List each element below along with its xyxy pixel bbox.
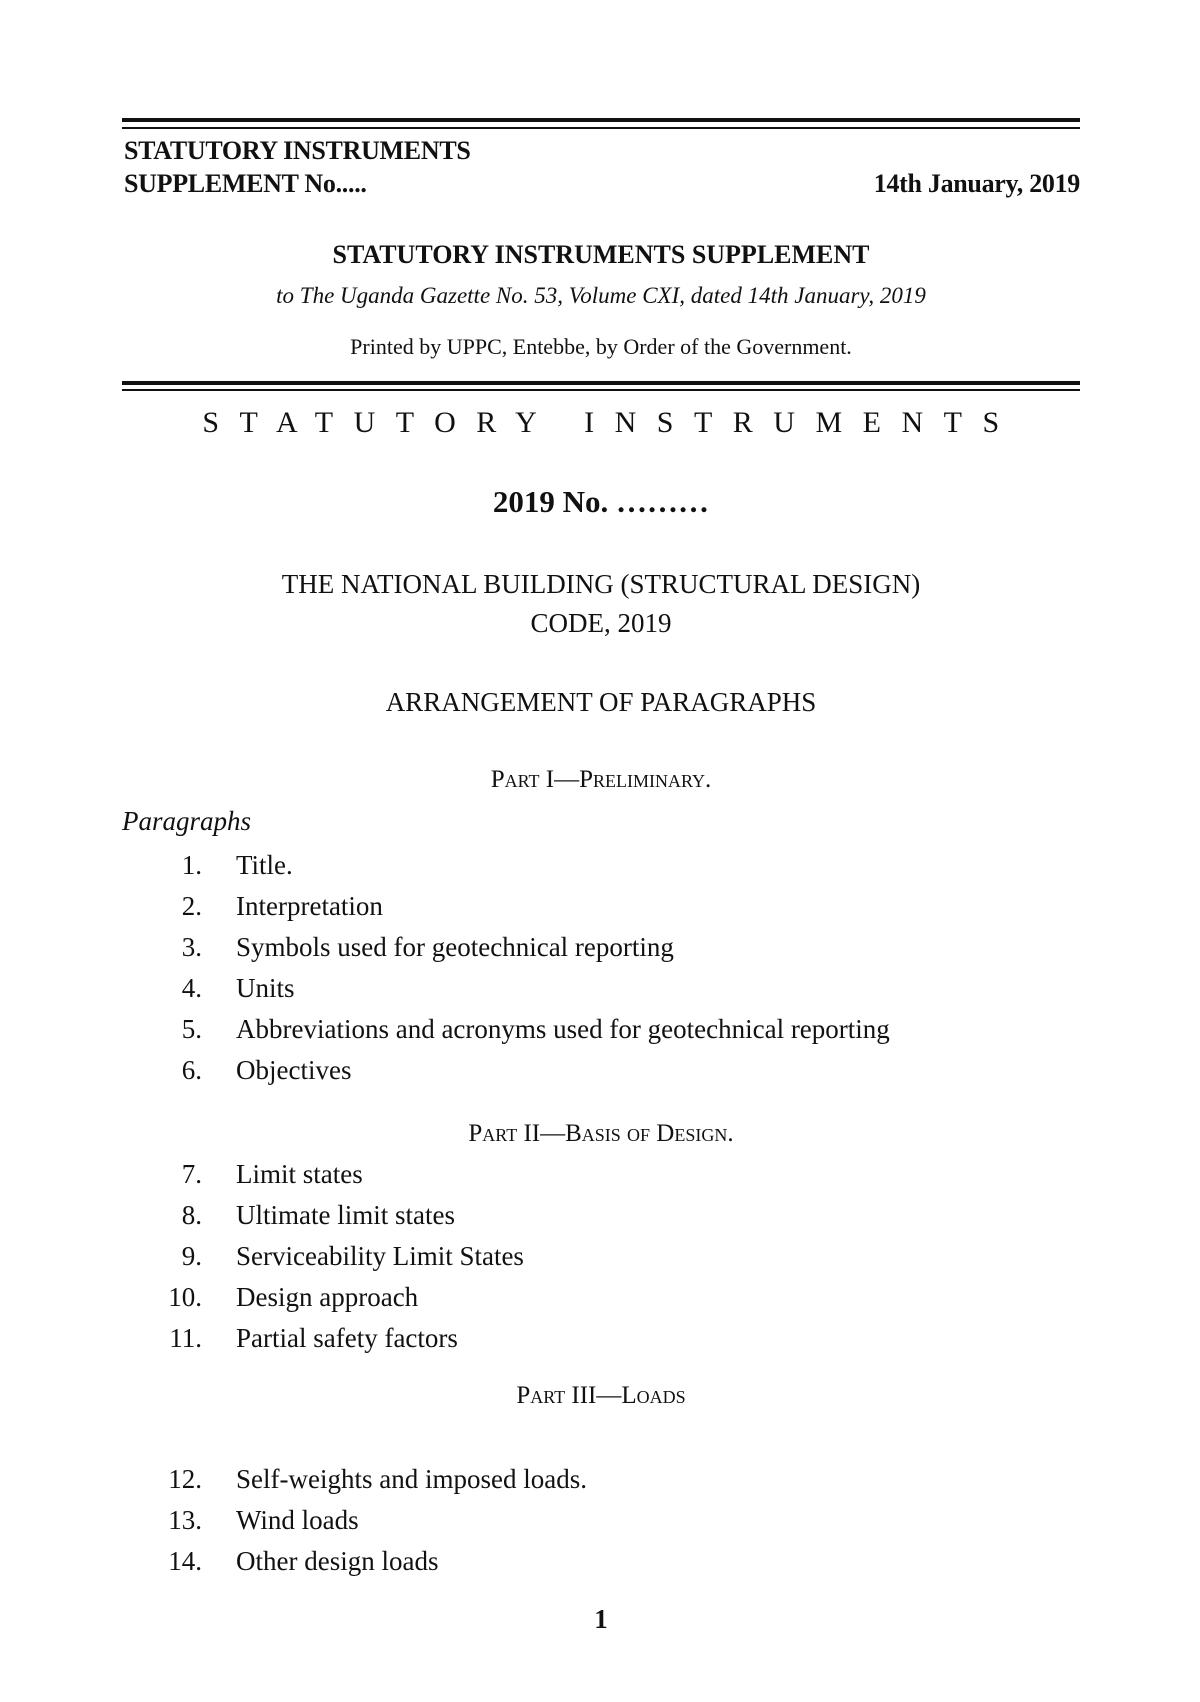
mid-rule-thin xyxy=(122,389,1080,391)
item-text: Self-weights and imposed loads. xyxy=(236,1464,587,1494)
act-title-line-1: THE NATIONAL BUILDING (STRUCTURAL DESIGN) xyxy=(281,569,921,599)
item-number: 6. xyxy=(181,1055,202,1085)
item-text: Other design loads xyxy=(236,1546,439,1576)
item-text: Wind loads xyxy=(236,1505,359,1535)
part-heading: Part II—Basis of Design. xyxy=(468,1120,734,1147)
item-number: 8. xyxy=(181,1200,202,1230)
list-item xyxy=(122,1241,1080,1277)
list-item xyxy=(122,1323,1080,1359)
item-number: 1. xyxy=(181,850,202,880)
top-rule-thin xyxy=(122,127,1080,129)
item-number: 10. xyxy=(168,1282,202,1312)
series-title: STATUTORY INSTRUMENTS xyxy=(202,406,1020,439)
item-number: 5. xyxy=(181,1014,202,1044)
printed-by: Printed by UPPC, Entebbe, by Order of the Government. xyxy=(350,334,852,359)
gazette-title: STATUTORY INSTRUMENTS SUPPLEMENT xyxy=(332,240,870,269)
year-number: 2019 No. ……… xyxy=(492,484,710,519)
arrangement-heading: ARRANGEMENT OF PARAGRAPHS xyxy=(385,687,817,717)
header-date: 14th January, 2019 xyxy=(873,169,1080,198)
paragraphs-label: Paragraphs xyxy=(122,806,252,836)
part-heading: Part III—Loads xyxy=(516,1382,686,1409)
list-item xyxy=(122,973,1080,1009)
list-item xyxy=(122,1546,1080,1582)
item-text: Objectives xyxy=(236,1055,352,1085)
item-text: Title. xyxy=(236,850,293,880)
item-number: 2. xyxy=(181,891,202,921)
item-text: Ultimate limit states xyxy=(236,1200,455,1230)
list-item xyxy=(122,850,1080,886)
item-text: Partial safety factors xyxy=(236,1323,458,1353)
item-number: 13. xyxy=(168,1505,202,1535)
list-item xyxy=(122,891,1080,927)
part-heading: Part I—Preliminary. xyxy=(490,766,712,793)
page-number: 1 xyxy=(594,1604,608,1634)
item-number: 12. xyxy=(168,1464,202,1494)
mid-rule-thick xyxy=(122,381,1080,385)
header-line-1: STATUTORY INSTRUMENTS xyxy=(124,136,471,165)
item-number: 9. xyxy=(181,1241,202,1271)
item-number: 3. xyxy=(181,932,202,962)
item-number: 4. xyxy=(181,973,202,1003)
item-text: Symbols used for geotechnical reporting xyxy=(236,932,674,962)
list-item xyxy=(122,1282,1080,1318)
item-number: 14. xyxy=(168,1546,202,1576)
item-text: Serviceability Limit States xyxy=(236,1241,524,1271)
top-rule-thick xyxy=(122,118,1080,122)
item-text: Interpretation xyxy=(236,891,383,921)
item-text: Abbreviations and acronyms used for geotechnical reporting xyxy=(236,1014,890,1044)
item-text: Limit states xyxy=(236,1159,363,1189)
item-text: Units xyxy=(236,973,295,1003)
list-item xyxy=(122,1464,1080,1500)
list-item xyxy=(122,1055,1080,1091)
header-line-2: SUPPLEMENT No..... xyxy=(124,169,367,198)
list-item xyxy=(122,1200,1080,1236)
list-item xyxy=(122,932,1080,968)
list-item xyxy=(122,1014,1080,1050)
list-item xyxy=(122,1159,1080,1195)
item-text: Design approach xyxy=(236,1282,419,1312)
list-item xyxy=(122,1505,1080,1541)
item-number: 7. xyxy=(181,1159,202,1189)
act-title-line-2: CODE, 2019 xyxy=(530,608,672,638)
item-number: 11. xyxy=(169,1323,202,1353)
gazette-subtitle: to The Uganda Gazette No. 53, Volume CXI, dated 14th January, 2019 xyxy=(276,283,926,308)
